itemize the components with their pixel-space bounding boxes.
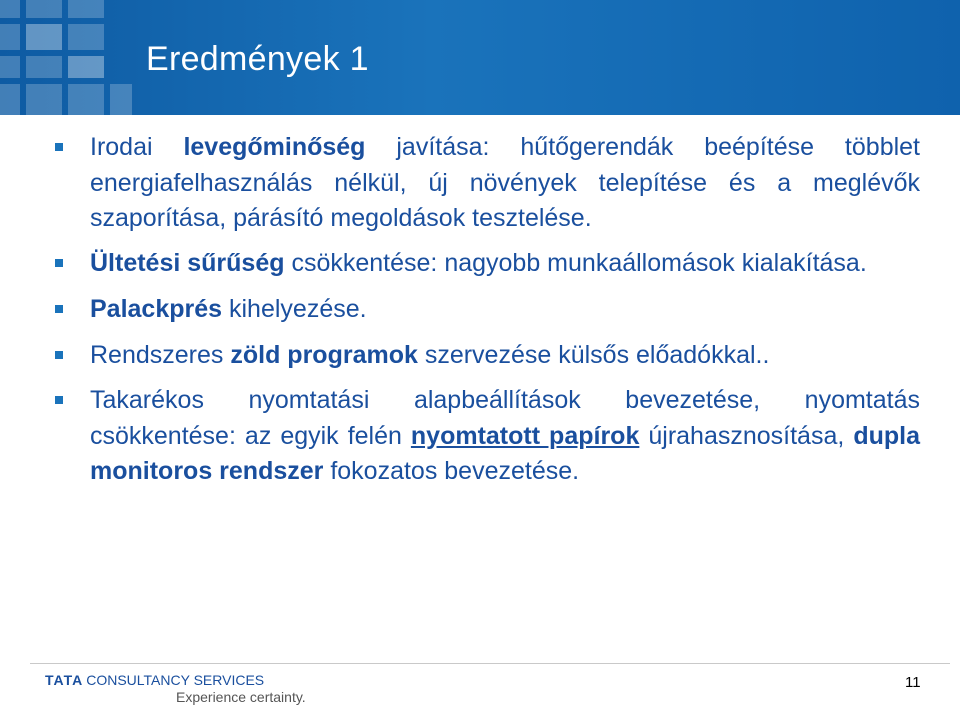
square-bullet-icon (55, 351, 63, 359)
footer-divider (30, 663, 950, 664)
page-number: 11 (905, 674, 921, 691)
decor-square (0, 24, 20, 50)
decor-square (68, 24, 104, 50)
square-bullet-icon (55, 143, 63, 151)
header-gradient (0, 0, 960, 115)
bullet-text-bold: Palackprés (90, 295, 223, 323)
bullet-text-part: Irodai (90, 133, 184, 161)
square-bullet-icon (55, 396, 63, 404)
bullet-text-part: csökkentése: nagyobb munkaállomások kialakítása. (284, 248, 867, 277)
bullet-item (50, 292, 920, 328)
bullet-text-part: kihelyezése. (222, 295, 367, 323)
bullet-text (90, 292, 920, 328)
square-bullet-icon (55, 259, 63, 267)
bullet-text (90, 130, 920, 237)
logo-tagline: Experience certainty. (176, 689, 306, 705)
bullet-text-bold: zöld programok (230, 340, 418, 369)
bullet-text-underline: nyomtatott papírok (410, 421, 640, 450)
bullet-text-part: Takarékos nyomtatási alapbeállítások bevezetése, nyomtatás csökkentése: az egyik felén (90, 386, 920, 450)
bullet-item (50, 130, 920, 237)
bullet-text-part: újrahasznosítása, (639, 421, 854, 450)
decor-square (26, 84, 62, 115)
decor-square (68, 84, 104, 115)
slide-title: Eredmények 1 (146, 40, 369, 78)
decor-square (26, 0, 62, 18)
company-logo (45, 672, 306, 705)
bullet-text-bold: dupla monitoros rendszer (90, 421, 920, 485)
bullet-text-bold: levegőminőség (183, 133, 366, 161)
bullet-list (50, 122, 920, 490)
logo-company-name: CONSULTANCY SERVICES (86, 672, 265, 688)
decor-square (68, 0, 104, 18)
bullet-text-part: szervezése külsős előadókkal.. (417, 340, 770, 369)
decor-square (110, 84, 132, 115)
bullet-text-bold: Ültetési sűrűség (90, 248, 285, 277)
decor-square (0, 0, 20, 18)
square-bullet-icon (55, 305, 63, 313)
bullet-item (50, 338, 920, 374)
bullet-text (90, 246, 920, 282)
bullet-text (90, 338, 920, 374)
bullet-text-part: Rendszeres (90, 340, 231, 369)
bullet-text (90, 383, 920, 490)
decor-square (68, 56, 104, 78)
bullet-item (50, 246, 920, 282)
header-banner (0, 0, 960, 115)
bullet-text-part: fokozatos bevezetése. (323, 457, 580, 485)
decor-square (0, 84, 20, 115)
bullet-text-bold (411, 422, 639, 450)
decor-square (26, 56, 62, 78)
decor-square (0, 56, 20, 78)
logo-tata: TATA (45, 672, 84, 688)
bullet-item (50, 383, 920, 490)
decor-square (26, 24, 62, 50)
bullet-text-part: javítása: hűtőgerendák beépítése többlet energiafelhasználás nélkül, új növények telepítése és a meglévők szaporítása, párásító megoldások tesztelése. (90, 133, 920, 232)
